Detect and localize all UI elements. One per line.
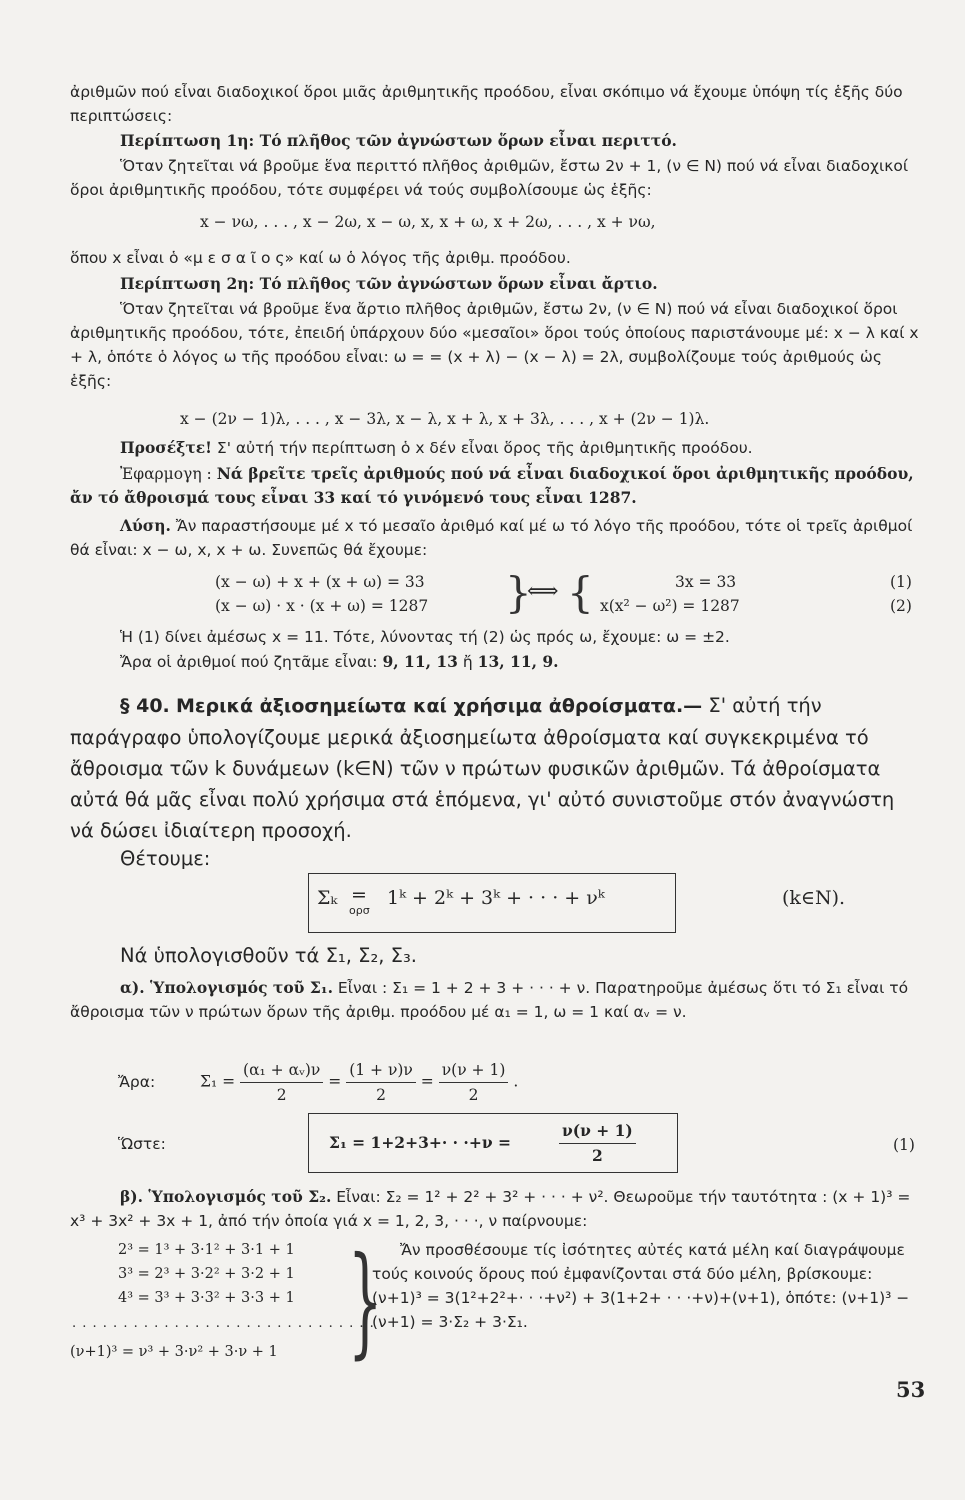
fraction-1-numerator: (α₁ + αᵥ)ν [240, 1058, 323, 1083]
section-number: § 40. [120, 695, 170, 717]
definition-box [308, 873, 676, 933]
fraction-2 [346, 1058, 416, 1107]
part-b-label: β). Ὑπολογισμός τοῦ Σ₂. [120, 1187, 332, 1206]
formula-period: . [513, 1072, 519, 1091]
fraction-3-numerator: ν(ν + 1) [439, 1058, 509, 1083]
system-left-2: (x − ω) · x · (x + ω) = 1287 [215, 597, 429, 615]
definition-oro: ορσ [349, 904, 370, 917]
equals-1: = [328, 1072, 342, 1091]
case1-formula: x − νω, . . . , x − 2ω, x − ω, x, x + ω, x + 2ω, . . . , x + νω, [200, 213, 656, 231]
section-text: Σ' αὐτή τήν παράγραφο ὑπολογίζουμε μερικά ἀξιοσημείωτα ἀθροίσματα καί συγκεκριμένα τό ἄθροισμα τῶν k δυνάμεων (k∈N) τῶν ν πρώτων φυσικῶν ἀριθμῶν. Τά ἀθροίσματα αὐτά θά μᾶς εἶναι πολύ χρήσιμα στά ἑπόμενα, γι' αὐτό συνιστοῦμε στόν ἀναγνώστη νά δώσει ἰδιαίτερη προσοχή. [70, 694, 895, 842]
system-left-brace-icon: { [567, 568, 594, 617]
application-text: Νά βρεῖτε τρεῖς ἀριθμούς πού νά εἶναι διαδοχικοί ὅροι ἀριθμητικῆς προόδου, ἄν τό ἄθροισμά τους εἶναι 33 καί τό γινόμενό τους εἶναι 1287. [70, 464, 914, 507]
section-40-paragraph [70, 690, 920, 846]
solution-text: Ἄν παραστήσουμε μέ x τό μεσαῖο ἀριθμό καί μέ ω τό λόγο τῆς προόδου, τότε οἱ τρεῖς ἀριθμοί θά εἶναι: x − ω, x, x + ω. Συνεπῶς θά ἔχουμε: [70, 517, 913, 559]
result-denominator: 2 [591, 1146, 603, 1165]
application-paragraph [70, 462, 920, 510]
solution-paragraph [70, 514, 920, 562]
fraction-1-denominator: 2 [276, 1086, 287, 1104]
answer-line [70, 650, 920, 674]
equals-2: = [420, 1072, 434, 1091]
fraction-3 [439, 1058, 509, 1107]
result-numerator: ν(ν + 1) [559, 1119, 636, 1144]
compute-line: Νά ὑπολογισθοῦν τά Σ₁, Σ₂, Σ₃. [120, 944, 417, 967]
result-fraction [559, 1119, 636, 1168]
system-result: Ἡ (1) δίνει ἀμέσως x = 11. Τότε, λύνοντας τή (2) ὡς πρός ω, ἔχουμε: ω = ±2. [120, 628, 730, 646]
page-number: 53 [896, 1377, 926, 1402]
part-b-paragraph [70, 1185, 920, 1233]
section-title: Μερικά ἀξιοσημείωτα καί χρήσιμα ἀθροίσματα.— [175, 695, 703, 717]
addition-paragraph: Ἄν προσθέσουμε τίς ἰσότητες αὐτές κατά μέλη καί διαγράψουμε τούς κοινούς ὅρους πού ἐμφανίζονται στά δύο μέλη, βρίσκουμε: (ν+1)³ = 3(1²+2²+· · ·+ν²) + 3(1+2+ · · ·+ν)+(ν+1), ὁπότε: (ν+1)³ − (ν+1) = 3·Σ₂ + 3·Σ₁. [372, 1241, 910, 1331]
fraction-3-denominator: 2 [468, 1086, 479, 1104]
case2-formula: x − (2ν − 1)λ, . . . , x − 3λ, x − λ, x + λ, x + 3λ, . . . , x + (2ν − 1)λ. [180, 410, 710, 428]
identity-1: 2³ = 1³ + 3·1² + 3·1 + 1 [118, 1242, 295, 1258]
answer-or: ἤ [462, 653, 473, 671]
definition-condition: (k∈N). [782, 887, 846, 909]
answer-a: 9, 11, 13 [382, 652, 458, 671]
fraction-1 [240, 1058, 323, 1107]
system-eq-number-2: (2) [890, 597, 912, 615]
system-right-brace-icon: } [505, 568, 532, 617]
result-lhs: Σ₁ = 1+2+3+· · ·+ν = [329, 1133, 511, 1152]
identity-2: 3³ = 2³ + 3·2² + 3·2 + 1 [118, 1266, 295, 1282]
system-right-2: x(x² − ω²) = 1287 [600, 597, 740, 615]
system-right-1: 3x = 33 [675, 573, 737, 591]
part-a-label: α). Ὑπολογισμός τοῦ Σ₁. [120, 978, 333, 997]
ara-label: Ἄρα: [118, 1073, 156, 1091]
identity-last: (ν+1)³ = ν³ + 3·ν² + 3·ν + 1 [70, 1344, 278, 1360]
fraction-2-denominator: 2 [376, 1086, 386, 1104]
case1-paragraph: Ὅταν ζητεῖται νά βροῦμε ἕνα περιττό πλῆθος ἀριθμῶν, ἔστω 2ν + 1, (ν ∈ N) πού νά εἶναι διαδοχικοί ὅροι ἀριθμητικῆς προόδου, τότε συμφέρει νά τούς συμβολίσουμε ὡς ἑξῆς: [70, 157, 909, 199]
system-eq-number-1: (1) [890, 573, 912, 591]
sum-formula-row [200, 1058, 518, 1107]
part-a-text: Εἶναι : Σ₁ = 1 + 2 + 3 + · · · + ν. Παρατηροῦμε ἀμέσως ὅτι τό Σ₁ εἶναι τό ἄθροισμα τῶν ν πρώτων ὅρων τῆς ἀριθμ. προόδου μέ α₁ = 1, ω = 1 καί αᵥ = ν. [70, 979, 909, 1021]
system-left-1: (x − ω) + x + (x + ω) = 33 [215, 573, 425, 591]
identity-dots: . . . . . . . . . . . . . . . . . . . . . . . . . . . . . . [72, 1316, 375, 1331]
attention-line [70, 436, 920, 460]
definition-lhs: Σₖ [317, 887, 338, 909]
answer-b: 13, 11, 9. [477, 652, 559, 671]
definition-rhs: 1ᵏ + 2ᵏ + 3ᵏ + · · · + νᵏ [387, 887, 605, 909]
application-label: Ἐφαρμογη : [120, 465, 212, 483]
case2-heading: Περίπτωση 2η: Τό πλῆθος τῶν ἀγνώστων ὅρων εἶναι ἄρτιο. [120, 274, 658, 293]
wste-label: Ὥστε: [118, 1135, 166, 1153]
sum-lhs: Σ₁ = [200, 1072, 236, 1091]
answer-prefix: Ἄρα οἱ ἀριθμοί πού ζητᾶμε εἶναι: [120, 653, 378, 671]
case1-note: ὅπου x εἶναι ὁ «μ ε σ α ῖ ο ς» καί ω ὁ λόγος τῆς ἀριθμ. προόδου. [70, 249, 571, 267]
intro-paragraph: ἀριθμῶν πού εἶναι διαδοχικοί ὅροι μιᾶς ἀριθμητικῆς προόδου, εἶναι σκόπιμο νά ἔχουμε ὑπόψη τίς ἑξῆς δύο περιπτώσεις: [70, 83, 903, 125]
case2-paragraph: Ὅταν ζητεῖται νά βροῦμε ἕνα ἄρτιο πλῆθος ἀριθμῶν, ἔστω 2ν, (ν ∈ N) πού νά εἶναι διαδοχικοί ὅροι ἀριθμητικῆς προόδου, τότε, ἐπειδή ὑπάρχουν δύο «μεσαῖοι» ὅροι τούς ὁποίους παριστάνουμε μέ: x − λ καί x + λ, ὁπότε ὁ λόγος ω τῆς προόδου εἶναι: ω = = (x + λ) − (x − λ) = 2λ, συμβολίζουμε τούς ἀριθμούς ὡς ἑξῆς: [70, 300, 919, 390]
attention-text: Σ' αὐτή τήν περίπτωση ὁ x δέν εἶναι ὅρος τῆς ἀριθμητικῆς προόδου. [216, 439, 753, 457]
result-eq-number: (1) [893, 1136, 915, 1154]
solution-label: Λύση. [120, 516, 171, 535]
attention-label: Προσέξτε! [120, 438, 212, 457]
definition-equals: = [351, 884, 367, 906]
case1-heading: Περίπτωση 1η: Τό πλῆθος τῶν ἀγνώστων ὅρων εἶναι περιττό. [120, 131, 677, 150]
system-equivalence-icon: ⟺ [527, 579, 559, 604]
part-b-text: Εἶναι: Σ₂ = 1² + 2² + 3² + · · · + ν². Θεωροῦμε τήν ταυτότητα : (x + 1)³ = x³ + 3x² + 3x + 1, ἀπό τήν ὁποία γιά x = 1, 2, 3, · · ·, ν παίρνουμε: [70, 1188, 911, 1230]
identities-brace-icon: } [348, 1232, 383, 1371]
identity-3: 4³ = 3³ + 3·3² + 3·3 + 1 [118, 1290, 295, 1306]
fraction-2-numerator: (1 + ν)ν [346, 1058, 416, 1083]
part-a-paragraph [70, 976, 920, 1024]
result-box [308, 1113, 678, 1173]
set-label: Θέτουμε: [120, 847, 211, 870]
